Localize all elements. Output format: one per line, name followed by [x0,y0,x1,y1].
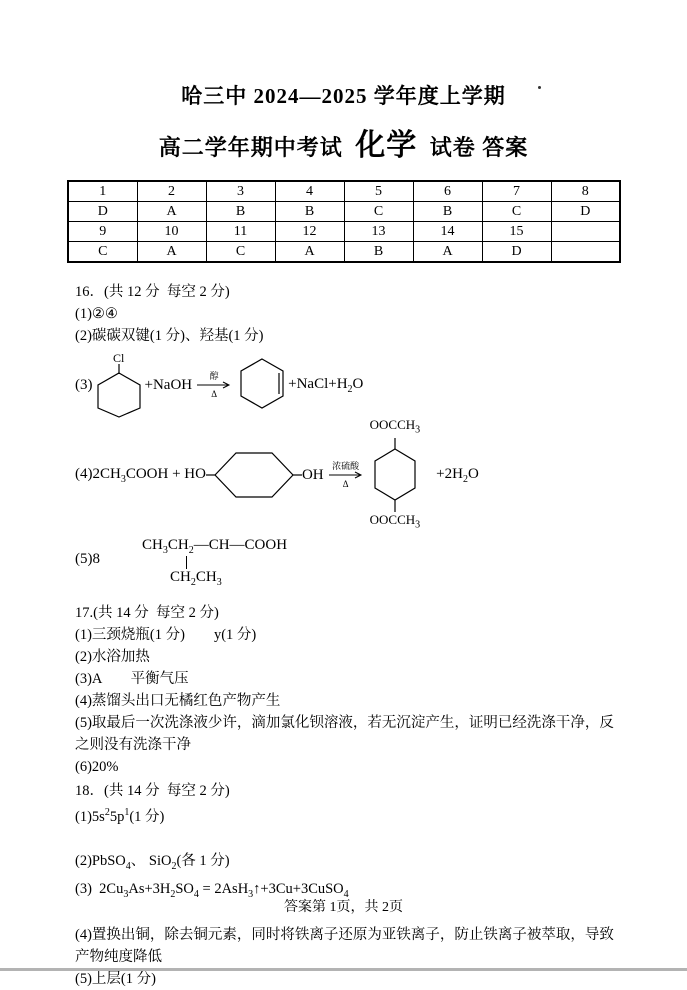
q18-heading: 18．(共 14 分 每空 2 分) [75,783,230,799]
chlorocyclohexane-structure [93,351,145,419]
answer-line: (3)A 平衡气压 [75,671,189,687]
q16-answer-4-reaction [75,417,687,531]
table-cell: 3 [206,181,275,202]
table-cell: 12 [275,222,344,242]
q16-answer-4-right: $+2H_2O$ [436,465,479,485]
answer-line: (6)20% [75,759,119,775]
table-cell: 11 [206,222,275,242]
table-cell: C [68,242,137,263]
table-cell [551,242,620,263]
carboxylic-acid-structure [100,537,287,588]
table-cell: C [344,202,413,222]
cyclohexane-ring [370,438,420,512]
table-cell: 14 [413,222,482,242]
table-row [68,202,620,222]
condition-bottom: Δ [342,479,349,489]
condition-bottom: Δ [211,389,218,399]
table-cell: 2 [137,181,206,202]
table-cell: A [275,242,344,263]
q16-answer-3-reagent: +NaOH [144,376,193,393]
q18-answer-5: (5)上层(1 分) [75,970,156,987]
diacetate-ring-structure [370,417,421,532]
table-cell: 6 [413,181,482,202]
q18-answer-1: $(1)5s^25p^1(1$ 分) [75,807,165,825]
table-cell: C [206,242,275,263]
subject-name: 化学 [355,129,418,162]
q16-answer-3-products: $+NaCl+H_2O$ [288,375,364,395]
subtitle-prefix: 高二学年期中考试 [158,135,343,160]
answer-line: (2)水浴加热 [75,649,150,665]
arrow-icon [329,471,363,479]
q18-answer-3: (3) $2Cu_3As+3H_2SO_4$ = 2AsH$_3$↑+3Cu+3CuSO$_4$ [75,880,349,900]
table-cell: 4 [275,181,344,202]
q16-heading: 16．(共 12 分 每空 2 分) [75,284,230,300]
page-subtitle [0,120,687,164]
page-title: 哈三中 2024—2025 学年度上学期 [181,84,506,108]
table-cell: 15 [482,222,551,242]
arrow-icon [197,381,231,389]
reaction-arrow [329,461,363,489]
main-chain: $CH_3CH_2—CH—COOH$ [142,537,288,556]
answer-table [67,180,621,263]
q18-answer-4: (4)置换出铜，除去铜元素，同时将铁离子还原为亚铁离子，防止铁离子被萃取，导致产物纯度降低 [75,926,614,965]
reaction-arrow [197,371,231,399]
table-cell: B [413,202,482,222]
table-cell: A [413,242,482,263]
table-cell: 5 [344,181,413,202]
table-cell: D [68,202,137,222]
table-cell: B [206,202,275,222]
scan-artifact-dot [538,86,541,89]
chlorine-label: Cl [112,351,124,365]
table-row [68,222,620,242]
table-cell: 8 [551,181,620,202]
table-cell: D [482,242,551,263]
table-cell: B [344,242,413,263]
table-cell: 7 [482,181,551,202]
q16-answer-3-label: (3) [75,376,93,393]
answer-line: (1)三颈烧瓶(1 分) y(1 分) [75,627,257,643]
q16-answer-2: (2)碳碳双键(1 分)、羟基(1 分) [75,328,264,344]
q18-answer-2: (2)PbSO$_4$、 SiO$_2$(各 1 分) [75,852,230,872]
q16-answer-5 [75,537,687,588]
condition-top: 醇 [209,371,219,381]
q16-answer-4-left: $(4)2CH_3COOH$ + HO [75,465,206,485]
q16-answer-3-reaction [75,351,687,419]
table-cell: 13 [344,222,413,242]
table-cell: A [137,242,206,263]
answer-line: (4)蒸馏头出口无橘红色产物产生 [75,693,281,709]
table-cell: B [275,202,344,222]
table-cell: 1 [68,181,137,202]
ethyl-branch: $CH_2CH_3$ [170,569,222,588]
condition-top: 浓硫酸 [332,461,360,471]
ester-group-top: $OOCCH_3$ [369,417,421,436]
table-cell: C [482,202,551,222]
table-row [68,242,620,263]
cyclohexene-structure [236,356,288,414]
table-row [68,181,620,202]
q16-answer-4-mid: OH [301,466,324,483]
q17-heading: 17.(共 14 分 每空 2 分) [75,605,219,621]
subtitle-suffix: 试卷 答案 [429,135,529,160]
q16-answer-5-label: (5)8 [75,551,100,567]
table-cell [551,222,620,242]
q16-answer-1: (1)②④ [75,306,118,322]
page-footer: 答案第 1页，共 2页 [284,900,403,915]
table-cell: 10 [137,222,206,242]
table-cell: D [551,202,620,222]
bond-line [186,556,187,569]
q17-answers [75,624,621,778]
table-cell: 9 [68,222,137,242]
table-cell: A [137,202,206,222]
answer-line: (5)取最后一次洗涤液少许，滴加氯化钡溶液，若无沉淀产生，证明已经洗涤干净，反之则没有洗涤干净 [75,715,614,753]
cyclohexanediol-ring [206,446,302,504]
ester-group-bottom: $OOCCH_3$ [369,512,421,531]
